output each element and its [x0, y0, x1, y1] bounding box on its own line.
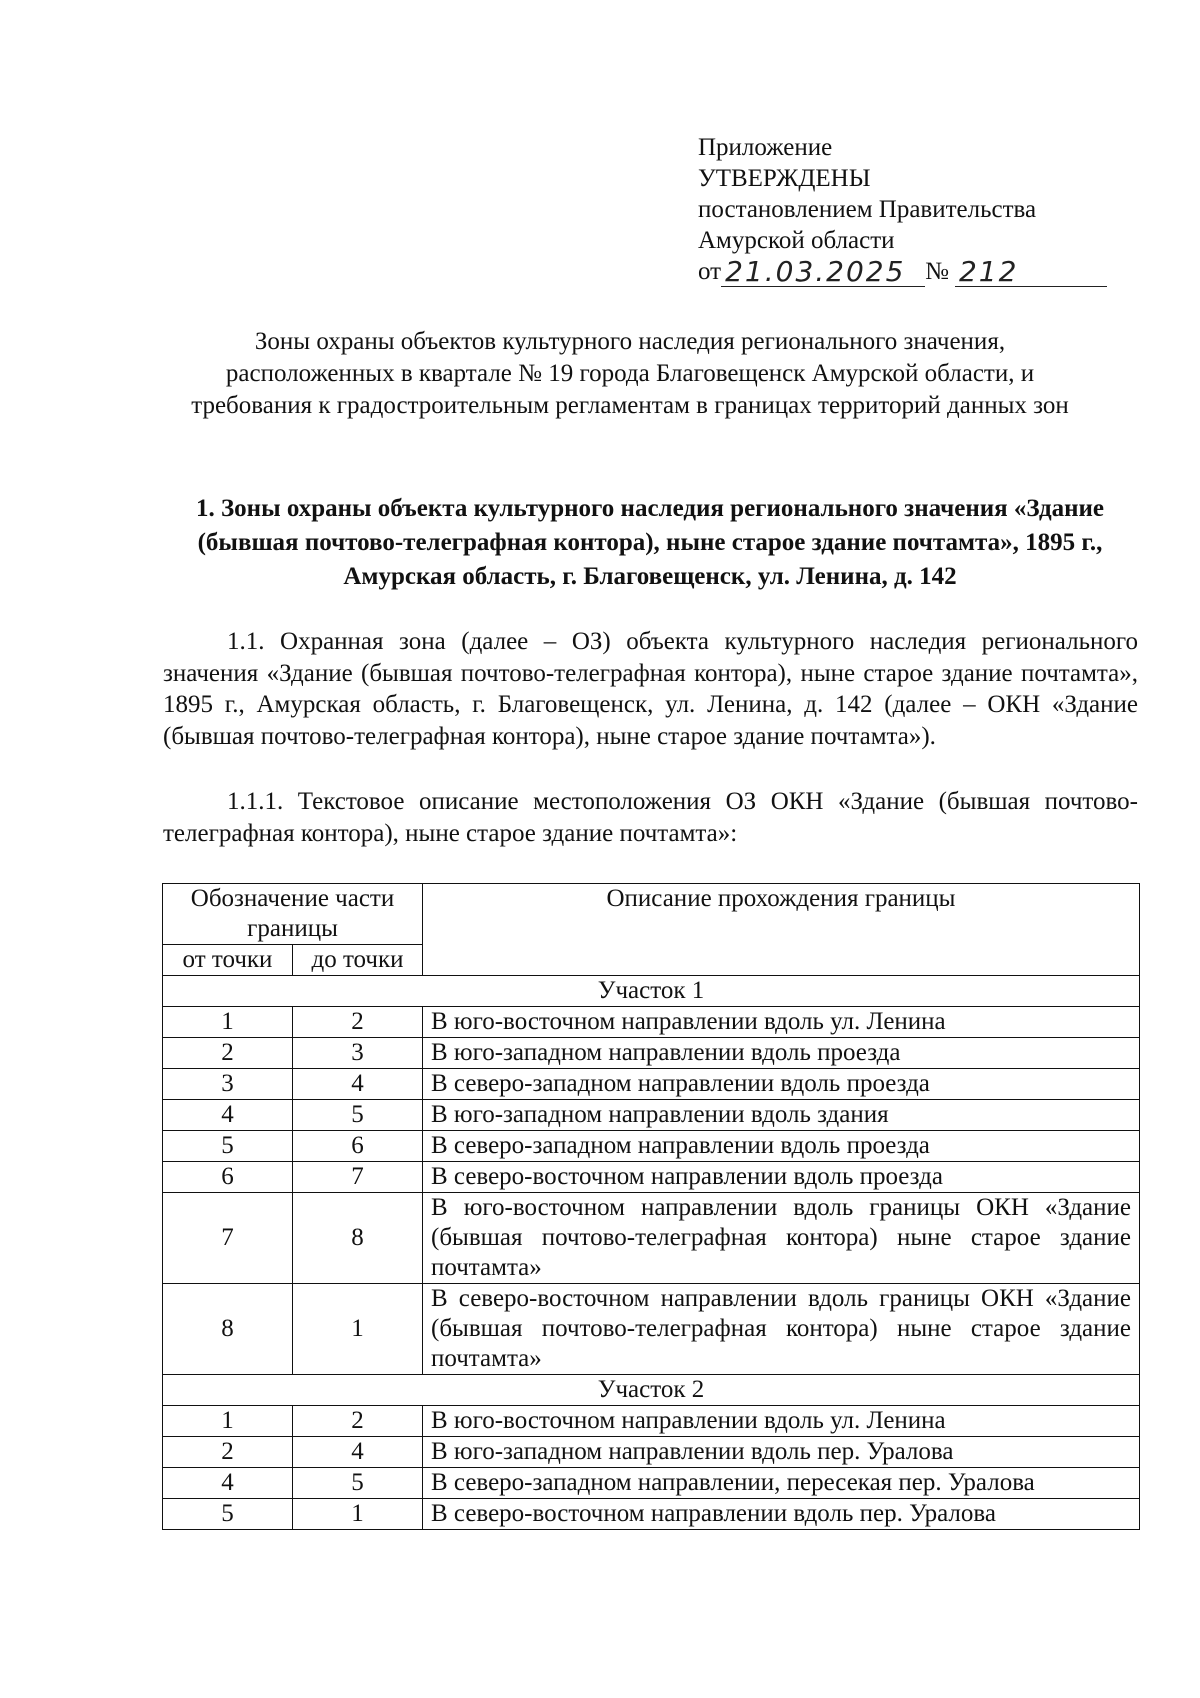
table-row	[163, 1437, 1140, 1468]
table-row	[163, 1131, 1140, 1162]
approval-region: Амурской области	[698, 227, 895, 254]
header-to: до точки	[293, 945, 423, 976]
cell-desc: В северо-западном направлении, пересекая пер. Уралова	[423, 1468, 1140, 1499]
cell-desc: В юго-восточном направлении вдоль границы ОКН «Здание (бывшая почтово-телеграфная контора) ныне старое здание почтамта»	[423, 1193, 1140, 1284]
approval-appendix: Приложение	[698, 134, 833, 161]
cell-to: 1	[293, 1499, 423, 1530]
cell-from: 2	[163, 1437, 293, 1468]
cell-from: 6	[163, 1162, 293, 1193]
cell-to: 5	[293, 1100, 423, 1131]
cell-from: 4	[163, 1100, 293, 1131]
table-row	[163, 1100, 1140, 1131]
cell-from: 8	[163, 1284, 293, 1375]
table-row	[163, 1007, 1140, 1038]
table-row	[163, 1069, 1140, 1100]
cell-desc: В юго-восточном направлении вдоль ул. Ленина	[423, 1406, 1140, 1437]
section-row	[163, 1375, 1140, 1406]
header-part: Обозначение части границы	[163, 884, 423, 945]
handwritten-number: 212	[955, 258, 1107, 287]
cell-desc: В юго-западном направлении вдоль проезда	[423, 1038, 1140, 1069]
cell-desc: В северо-западном направлении вдоль проезда	[423, 1131, 1140, 1162]
cell-from: 5	[163, 1499, 293, 1530]
paragraph-1-1-1	[163, 786, 1138, 849]
header-row	[163, 884, 1140, 945]
cell-desc: В северо-восточном направлении вдоль пер. Уралова	[423, 1499, 1140, 1530]
section-heading: 1. Зоны охраны объекта культурного наследия регионального значения «Здание (бывшая почтово-телеграфная контора), ныне старое здание почтамта», 1895 г., Амурская область, г. Благовещенск, ул. Ленина, д. 142	[195, 495, 1105, 590]
table-row	[163, 1406, 1140, 1437]
boundary-table	[162, 883, 1140, 1530]
cell-desc: В юго-западном направлении вдоль здания	[423, 1100, 1140, 1131]
date-prefix: от	[698, 258, 722, 285]
cell-desc: В северо-восточном направлении вдоль проезда	[423, 1162, 1140, 1193]
section-row	[163, 976, 1140, 1007]
section-1-title: Участок 1	[163, 976, 1140, 1007]
number-sign: №	[925, 258, 949, 285]
cell-to: 8	[293, 1193, 423, 1284]
cell-from: 7	[163, 1193, 293, 1284]
header-from: от точки	[163, 945, 293, 976]
cell-desc: В юго-восточном направлении вдоль ул. Ленина	[423, 1007, 1140, 1038]
cell-desc: В северо-западном направлении вдоль проезда	[423, 1069, 1140, 1100]
handwritten-date: 21.03.2025	[721, 258, 925, 287]
paragraph-1-1-1-text: 1.1.1. Текстовое описание местоположения ОЗ ОКН «Здание (бывшая почтово-телеграфная контора), ныне старое здание почтамта»:	[163, 788, 1138, 847]
table-row	[163, 1284, 1140, 1375]
header-description: Описание прохождения границы	[423, 884, 1140, 976]
cell-from: 1	[163, 1007, 293, 1038]
cell-to: 5	[293, 1468, 423, 1499]
table-row	[163, 1162, 1140, 1193]
cell-to: 2	[293, 1007, 423, 1038]
cell-to: 7	[293, 1162, 423, 1193]
approval-approved: УТВЕРЖДЕНЫ	[698, 165, 871, 192]
cell-from: 5	[163, 1131, 293, 1162]
paragraph-1-1-text: 1.1. Охранная зона (далее – ОЗ) объекта культурного наследия регионального значения «Здание (бывшая почтово-телеграфная контора), ныне старое здание почтамта», 1895 г., Амурская область, г. Благовещенск, ул. Ленина, д. 142 (далее – ОКН «Здание (бывшая почтово-телеграфная контора), ныне старое здание почтамта»).	[163, 628, 1138, 750]
table-row	[163, 1468, 1140, 1499]
paragraph-1-1	[163, 626, 1138, 752]
approval-resolution: постановлением Правительства	[698, 196, 1037, 223]
table-row	[163, 1038, 1140, 1069]
table-row	[163, 1499, 1140, 1530]
cell-to: 2	[293, 1406, 423, 1437]
cell-from: 4	[163, 1468, 293, 1499]
cell-from: 3	[163, 1069, 293, 1100]
approval-date-number-line	[698, 256, 1107, 287]
table-row	[163, 1193, 1140, 1284]
cell-to: 4	[293, 1069, 423, 1100]
approval-block	[698, 132, 1107, 287]
cell-from: 2	[163, 1038, 293, 1069]
section-2-title: Участок 2	[163, 1375, 1140, 1406]
cell-to: 3	[293, 1038, 423, 1069]
cell-desc: В юго-западном направлении вдоль пер. Уралова	[423, 1437, 1140, 1468]
document-title: Зоны охраны объектов культурного наследия регионального значения, расположенных в квартале № 19 города Благовещенск Амурской области, и требования к градостроительным регламентам в границах территорий данных зон	[191, 328, 1069, 419]
cell-from: 1	[163, 1406, 293, 1437]
cell-to: 1	[293, 1284, 423, 1375]
cell-to: 6	[293, 1131, 423, 1162]
cell-desc: В северо-восточном направлении вдоль границы ОКН «Здание (бывшая почтово-телеграфная контора) ныне старое здание почтамта»	[423, 1284, 1140, 1375]
cell-to: 4	[293, 1437, 423, 1468]
